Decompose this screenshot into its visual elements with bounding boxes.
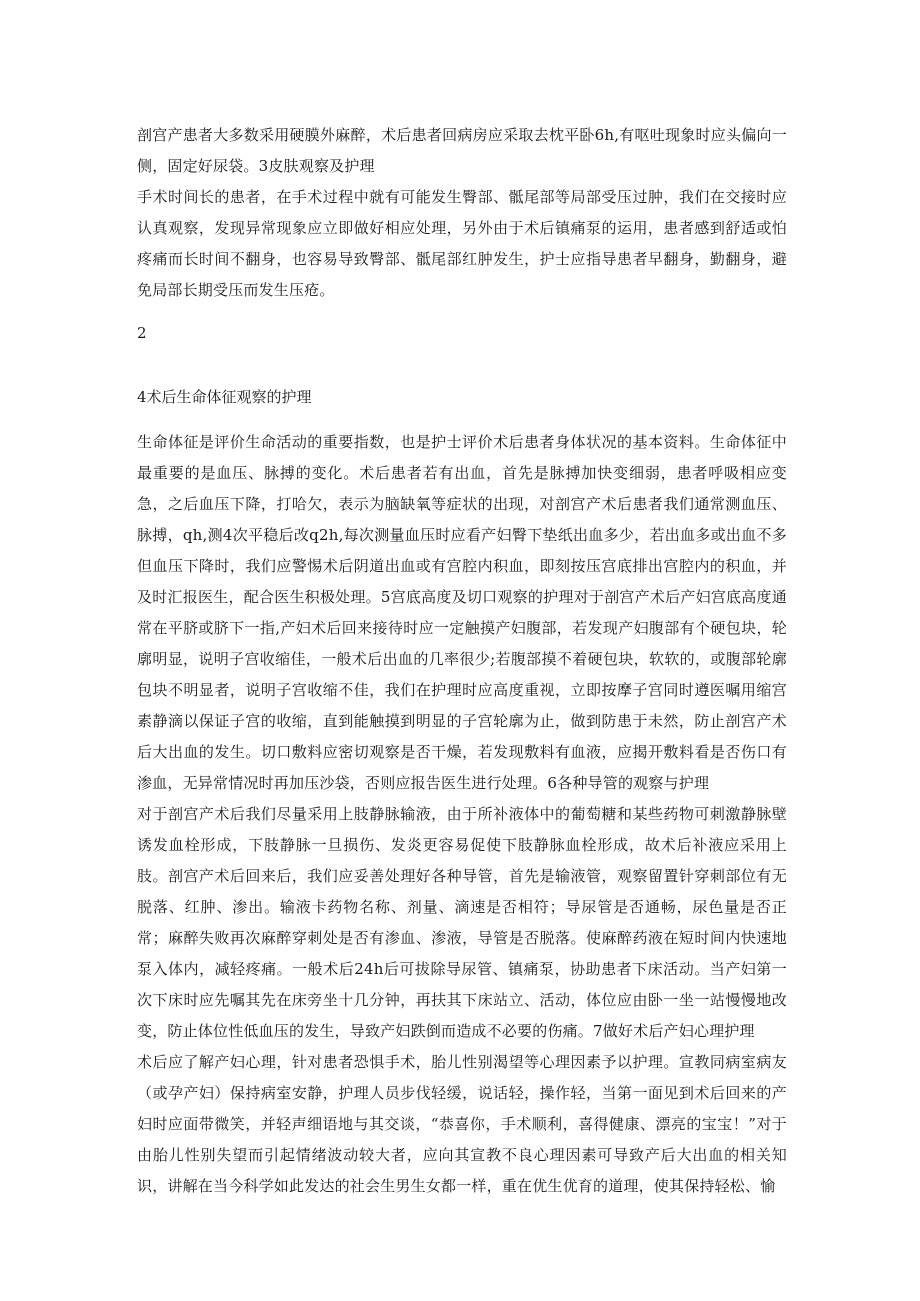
paragraph-skin-care: 手术时间长的患者，在手术过程中就有可能发生臀部、骶尾部等局部受压过肿，我们在交接时应认真观察，发现异常现象应立即做好相应处理，另外由于术后镇痛泵的运用，患者感到舒适或怕疼痛而长时间不翻身，也容易导致臀部、骶尾部红肿发生，护士应指导患者早翻身，勤翻身，避免局部长期受压而发生压疮。 [137, 188, 787, 299]
section-heading: 4术后生命体征观察的护理 [137, 388, 312, 406]
page-number: 2 [137, 324, 147, 342]
paragraph-psychological-care: 术后应了解产妇心理，针对患者恐惧手术，胎儿性别渴望等心理因素予以护理。宣教同病室病友（或孕产妇）保持病室安静，护理人员步伐轻缓，说话轻，操作轻，当第一面见到术后回来的产妇时应面带微笑，并轻声细语地与其交谈，“恭喜你，手术顺利，喜得健康、漂亮的宝宝！”对于由胎儿性别失望而引起情绪波动较大者，应向其宣教不良心理因素可导致产后大出血的相关知识，讲解在当今科学如此发达的社会生男生女都一样，重在优生优育的道理，使其保持轻松、愉 [137, 1053, 787, 1195]
document-body [137, 120, 787, 1202]
paragraph-catheter-care: 对于剖宫产术后我们尽量采用上肢静脉输液，由于所补液体中的葡萄糖和某些药物可刺激静脉壁诱发血栓形成，下肢静脉一旦损伤、发炎更容易促使下肢静脉血栓形成，故术后补液应采用上肢。剖宫产术后回来后，我们应妥善处理好各种导管，首先是输液管，观察留置针穿刺部位有无脱落、红肿、渗出。输液卡药物名称、剂量、滴速是否相符；导尿管是否通畅，尿色量是否正常；麻醉失败再次麻醉穿刺处是否有渗血、渗液，导管是否脱落。使麻醉药液在短时间内快速地泵入体内，减轻疼痛。一般术后24h后可拔除导尿管、镇痛泵，协助患者下床活动。当产妇第一次下床时应先嘱其先在床旁坐十几分钟，再扶其下床站立、活动，体位应由卧一坐一站慢慢地改变，防止体位性低血压的发生，导致产妇跌倒而造成不必要的伤痛。7做好术后产妇心理护理 [137, 805, 787, 1040]
paragraph-anesthesia-positioning: 剖宫产患者大多数采用硬膜外麻醉，术后患者回病房应采取去枕平卧6h,有呕吐现象时应头偏向一侧，固定好尿袋。3皮肤观察及护理 [137, 126, 787, 175]
paragraph-vital-signs: 生命体征是评价生命活动的重要指数，也是护士评价术后患者身体状况的基本资料。生命体征中最重要的是血压、脉搏的变化。术后患者若有出血，首先是脉搏加快变细弱，患者呼吸相应变急，之后血压下降，打哈欠，表示为脑缺氧等症状的出现，对剖宫产术后患者我们通常测血压、脉搏，qh,测4次平稳后改q2h,每次测量血压时应看产妇臀下垫纸出血多少，若出血多或出血不多但血压下降时，我们应警惕术后阴道出血或有宫腔内积血，即刻按压宫底排出宫腔内的积血，并及时汇报医生，配合医生积极处理。5宫底高度及切口观察的护理对于剖宫产术后产妇宫底高度通常在平脐或脐下一指,产妇术后回来接待时应一定触摸产妇腹部，若发现产妇腹部有个硬包块，轮廓明显，说明子宫收缩佳，一般术后出血的几率很少;若腹部摸不着硬包块，软软的，或腹部轮廓包块不明显者，说明子宫收缩不佳，我们在护理时应高度重视，立即按摩子宫同时遵医嘱用缩宫素静滴以保证子宫的收缩，直到能触摸到明显的子宫轮廓为止，做到防患于未然，防止剖宫产术后大出血的发生。切口敷料应密切观察是否干燥，若发现敷料有血液，应揭开敷料看是否伤口有渗血，无异常情况时再加压沙袋，否则应报告医生进行处理。6各种导管的观察与护理 [137, 433, 787, 792]
